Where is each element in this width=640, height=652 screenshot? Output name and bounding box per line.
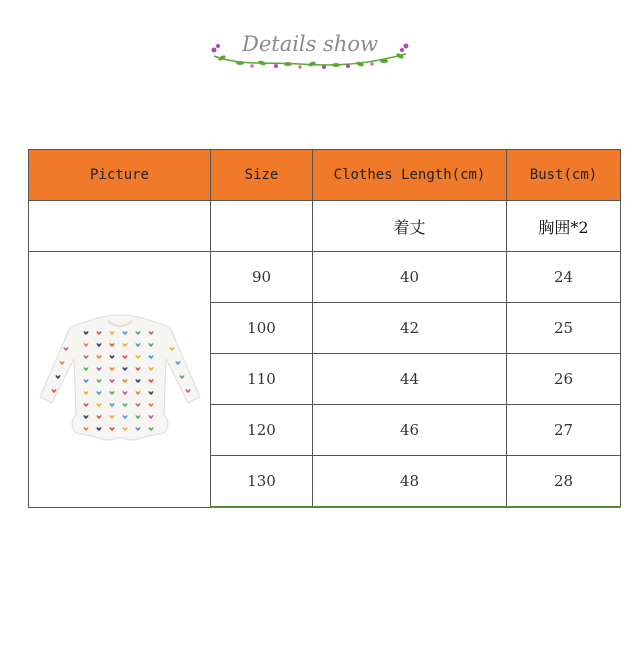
subheader-row [29,201,621,252]
empty-cell [29,201,211,252]
bust-cell: 28 [507,456,621,508]
bust-cell: 24 [507,252,621,303]
table-row [29,252,621,303]
column-header-size: Size [211,150,313,201]
heart-print-romper-image [32,297,208,457]
size-table [28,149,621,508]
bust-japanese-label: 胸囲*2 [507,201,621,252]
column-header-length: Clothes Length(cm) [313,150,507,201]
length-cell: 48 [313,456,507,508]
details-banner [200,28,420,76]
table-header-row [29,150,621,201]
length-cell: 40 [313,252,507,303]
bust-cell: 25 [507,303,621,354]
bust-cell: 26 [507,354,621,405]
length-japanese-label: 着丈 [313,201,507,252]
size-cell: 110 [211,354,313,405]
size-cell: 90 [211,252,313,303]
bust-cell: 27 [507,405,621,456]
size-cell: 120 [211,405,313,456]
length-cell: 44 [313,354,507,405]
product-picture-cell [29,252,211,508]
column-header-picture: Picture [29,150,211,201]
length-cell: 46 [313,405,507,456]
empty-cell [211,201,313,252]
column-header-bust: Bust(cm) [507,150,621,201]
banner-title: Details show [241,32,379,56]
size-cell: 130 [211,456,313,508]
length-cell: 42 [313,303,507,354]
size-cell: 100 [211,303,313,354]
